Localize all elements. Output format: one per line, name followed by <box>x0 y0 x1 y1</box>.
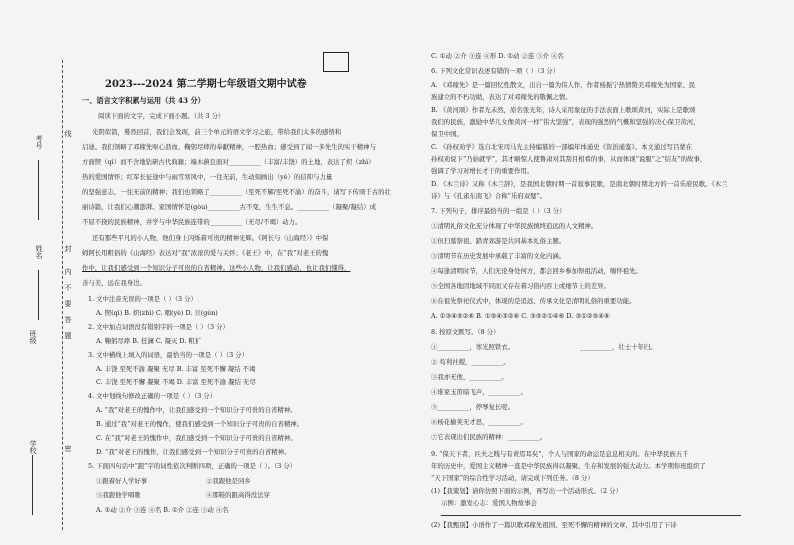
passage-line-5: 的坚强意志，一往无前的精神；我们也领略了__________（至死不解/至死不渝）的奋斗，请写下传颂千古的壮 <box>82 188 391 196</box>
seal-char-ti: 题 <box>64 332 72 339</box>
passage-line-11: 善与美，远在我身边。 <box>82 279 146 287</box>
passage-line-1: 光阴似箭，蓦然回首，我们会发现，前三个单元的语文学习之旅，带给我们太多的感悟和 <box>92 128 342 136</box>
seal-char-nei: 内 <box>64 268 72 275</box>
passage-line-2: 启迪。我们领略了邓稼先呕心沥血、鞠躬尽瘁的奉献精神，一腔热血；感受到了闻一多先生的实干精神与 <box>82 143 376 151</box>
question-6-d-2: 诗》与《孔雀东南飞》合称“乐府双璧”。 <box>431 192 547 200</box>
recite-7: ⑦它表现出们民族的精神：__________。 <box>431 433 547 441</box>
question-7: 7. 下列句子，排序最恰当的一组是（ ）（3 分） <box>431 207 566 215</box>
school-label: 学校 <box>29 440 37 454</box>
question-4-option-d: D. “我”对老王的愧作，让我们感受到一个知识分子可贵的自省精神。 <box>96 448 291 456</box>
recite-1b: __________，壮士十年归。 <box>580 343 657 351</box>
passage-line-7: 不屈不挠的民族精神，并学与中华民族连带的__________（无尽/不竭）动力。 <box>82 218 302 226</box>
question-7-sentence-2: ②但扫墓祭祖、踏青郊游是共同基本礼俗主题。 <box>431 237 566 245</box>
answer-line <box>441 515 741 516</box>
class-label: 班级 <box>29 330 37 344</box>
question-7-sentence-1: ①清明礼俗文化充分体现了中华民族慎终追远的人文精神。 <box>431 222 598 230</box>
question-6: 6. 下列文化常识表述有错的一项（ ）（3 分） <box>431 67 560 75</box>
question-6-b-1: B. 《黄河颂》作者光未然，原名张光年，诗人采用象征的手法表面上歌颂黄河，实际上是歌颂 <box>431 106 696 114</box>
passage-line-10: 作中，让我们感受到一个知识分子可贵的自省精神。这些小人物，让我们感动，也让我们懂得， <box>82 264 351 272</box>
school-line <box>32 455 33 515</box>
question-6-c-1: C. 《孙权劝学》选自北宋司马光主持编纂的一部编年体通史《资治通鉴》。本文通过写吕蒙在 <box>431 143 693 151</box>
seal-char-da: 答 <box>64 316 72 323</box>
question-9-line-2: 年的历史中，爱国主义精神一直是中华民族得以凝聚、生存和发展的强大动力。本学期你班组织了 <box>431 462 706 470</box>
question-9-example: 示例：激发心志：爱国人物故事会 <box>441 499 537 507</box>
question-9-task-2: (2)【我甄别】小语作了一篇识歌邓稼先祖国、至死不懈的精神的文章，其中引用了下诗 <box>431 521 677 529</box>
seal-char-mi: 密 <box>64 445 72 452</box>
question-4-option-c: C. 在“我”对老王的愧作中，我们感受到一个知识分子可贵的自省精神。 <box>96 434 297 442</box>
question-1: 1. 文中注音无误的一项是（ ）（3 分） <box>88 295 197 303</box>
question-3-options-ab: A. 丰饶 至死不渝 凝聚 无尽 B. 丰富 至死不懈 凝结 不竭 <box>96 365 256 373</box>
q5-options-cd: C. ①动 ②介 ③连 ④形 D. ①动 ②连 ③介 ④名 <box>431 52 564 60</box>
name-label: 姓名 <box>35 245 43 259</box>
recite-4: ④谁家玉笛暗飞声，__________。 <box>431 388 527 396</box>
question-7-sentence-5: ⑤全国各地因地域不同而又存在着习俗内容上或细节上的差异。 <box>431 282 610 290</box>
exam-id-line <box>38 160 39 220</box>
question-2: 2. 文中加点词语没有错别字的一项是（ ）（3 分） <box>88 323 229 331</box>
question-5-sentence-3: ③我跟他学唱歌 <box>96 491 141 499</box>
passage-line-4: 热的爱国情怀；红军长征途中与雨雪寒风中，一往无前，生动刻画出（yè）的信仰与力量 <box>82 173 333 181</box>
question-6-a-2: 族建立的不朽功勋，表达了对邓稼先的敬佩之情。 <box>431 93 572 101</box>
reading-intro: 阅读下面的文字，完成下面小题。（共 3 分） <box>98 112 225 120</box>
question-5-sentence-1: ①跟着好人学好事 <box>96 477 148 485</box>
question-5-sentence-4: ④那鞋的跟高得没法穿 <box>206 491 270 499</box>
recite-5: ⑤__________，停琴复长嗟。 <box>431 403 515 411</box>
question-8: 8. 按原文默写。（8 分） <box>431 328 500 336</box>
question-5-sentence-2: ②我跟他是同乡 <box>206 477 251 485</box>
recite-3: ③我亦无他，__________。 <box>431 373 508 381</box>
question-7-sentence-4: ④每逢清明时节，人们无论身处何方，都会回乡参加祭祖活动，缅怀祖先。 <box>431 267 642 275</box>
question-6-b-2: 我们的民族，激励中华儿女像黄河一样“伟大坚强”，表现的强烈的气概和坚强的决心保卫黄河， <box>431 118 700 126</box>
question-7-sentence-3: ③清明节在历史发展中承载了丰富的文化内涵。 <box>431 252 566 260</box>
recite-1a: ①__________，寒光照铁衣。 <box>431 343 515 351</box>
passage-line-6: 丽诗篇，让我们心潮澎湃。家国情怀是(gòu)__________古不变，生生不息。__________（凝聚/凝结）成 <box>82 203 376 211</box>
name-line <box>38 270 39 320</box>
question-1-options: A. 锲(qì) B. 炽(zhì) C. 咽(yè) D. 亘(gèn) <box>96 309 218 317</box>
passage-line-9: 姆阿长用粗俗的《山海经》表达对“我”浓浓的爱与关怀；《老王》中，在“我”对老王的愧 <box>82 249 329 257</box>
question-7-options: A. ①③④⑤②⑥ B. ①⑤④③②⑥ C. ③⑤②①④⑥ D. ③①②⑤④⑥ <box>431 312 610 320</box>
seal-char-feng: 封 <box>64 245 72 252</box>
seal-char-xian: 线 <box>64 130 72 137</box>
seal-char-yao: 要 <box>64 300 72 307</box>
passage-line-3: 方面锲（qì）而不舍地钻研古代典籍；端木蕻良面对__________（丰富/丰饶）的土地，表达了炽（zhì） <box>82 158 375 166</box>
question-6-d-1: D. 《木兰诗》又称《木兰辞》，是我国北朝时期一首叙事民歌，是南北朝时期北方的一首乐府民歌。《木兰 <box>431 180 728 188</box>
seal-char-bu: 不 <box>64 284 72 291</box>
question-5-options-ab: A. ①动 ②介 ③连 ④名 B. ①介 ②连 ③动 ④名 <box>96 506 229 514</box>
question-9-task-1: (1)【我策划】请你仿照下面的示例，再写出一个活动形式。（2 分） <box>431 487 622 495</box>
paper-title: 2023---2024 第二学期七年级语文期中试卷 <box>105 79 307 90</box>
recite-6: ⑥杨花榆荚无才思，__________。 <box>431 418 527 426</box>
exam-id-label: 考号 <box>35 135 43 149</box>
question-4-option-b: B. 通过“我”对老王的愧作，使我们感受到一个知识分子可贵的自省精神。 <box>96 420 304 428</box>
question-9-line-1: 9. “保天下者，匹夫之贱与有责焉耳矣”，个人与国家的命运是息息相关的。在中华民族五千 <box>431 450 689 458</box>
recite-2: ② 苟利社稷，__________。 <box>431 358 510 366</box>
section-1-heading: 一、语言文字积累与运用（共 43 分） <box>82 96 205 105</box>
question-6-a-1: A. 《邓稼先》是一篇回忆性散文，出自一篇为伟人作，作者杨振宁热情赞美邓稼先为国家、民 <box>431 81 696 89</box>
question-4: 4. 文中划线句修改正确的一项是（ ）（3 分） <box>88 392 217 400</box>
question-6-c-3: 强调了学习对增长才干的重要作用。 <box>431 167 534 175</box>
question-9-line-3: “天下国家”的综合性学习活动，请完成下列任务。（8 分） <box>431 474 594 482</box>
question-2-options: A. 鞠躬尽瘁 B. 狂澜 C. 凝灭 D. 粗犷 <box>96 337 202 345</box>
question-4-option-a: A. “我”对老王的愧作中，让我们感受到一个知识分子可贵的自省精神。 <box>96 406 297 414</box>
question-3: 3. 文中横线上填入的词语，最恰当的一项是（ ）（3 分） <box>88 351 249 359</box>
question-5: 5. 下面四句话中“跟”字的词性依次判断四项，正确的一项是（ ）。（3 分） <box>88 462 297 470</box>
question-3-options-cd: C. 丰饶 至死不懈 凝聚 不竭 D. 丰富 至死不渝 凝结 无尽 <box>96 378 256 386</box>
question-6-b-3: 保卫中国。 <box>431 130 463 138</box>
question-6-c-2: 孙权劝说下“乃始就学”，其才略惊人使鲁肃对其刮目相看的事，从而体现“说服”之“结友”的故事， <box>431 155 707 163</box>
score-box <box>323 52 349 72</box>
passage-line-8: 还有那些平凡的小人物，他们身上闪烁着可贵的精神光辉。《阿长与〈山海经〉》中保 <box>92 234 329 242</box>
question-7-sentence-6: ⑥在祖先祭祀仪式中，体现的是追远、传承文化是清明礼俗的重要功能。 <box>431 297 636 305</box>
